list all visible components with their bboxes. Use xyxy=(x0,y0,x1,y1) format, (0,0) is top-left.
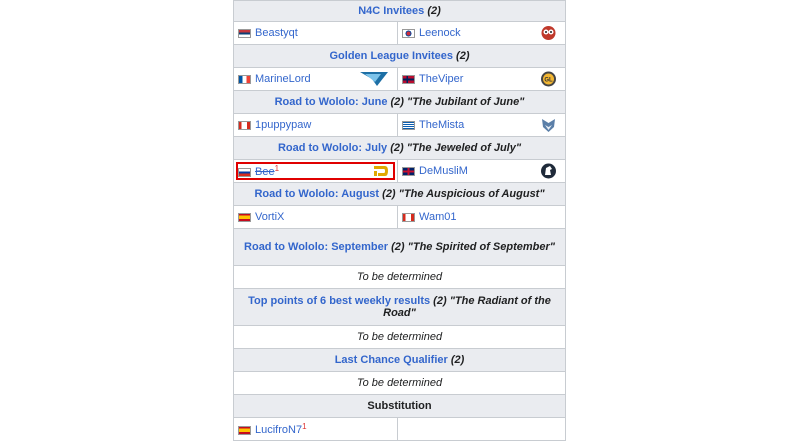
section-header-top-points: Top points of 6 best weekly results (2) "The Radiant of the Road" xyxy=(234,289,566,326)
horse-team-logo-icon xyxy=(540,163,557,179)
owl-team-logo-icon xyxy=(540,25,557,41)
player-link-wam01[interactable]: Wam01 xyxy=(419,211,457,224)
player-link-marinelord[interactable]: MarineLord xyxy=(255,73,311,86)
uk-flag-icon xyxy=(402,167,415,176)
top-points-link[interactable]: Top points of 6 best weekly results xyxy=(248,295,431,307)
participants-table xyxy=(233,0,566,441)
section-header-june: Road to Wololo: June (2) "The Jubilant of June" xyxy=(234,91,566,114)
player-cell xyxy=(398,22,566,45)
russia-flag-icon xyxy=(238,168,251,177)
serbia-flag-icon xyxy=(238,29,251,38)
player-link-leenock[interactable]: Leenock xyxy=(419,27,461,40)
august-link[interactable]: Road to Wololo: August xyxy=(254,188,380,200)
gold-team-logo-icon xyxy=(372,163,389,179)
section-header-september: Road to Wololo: September (2) "The Spirited of September" xyxy=(234,229,566,266)
tbd-cell: To be determined xyxy=(234,266,566,289)
golden-league-link[interactable]: Golden League Invitees xyxy=(329,50,453,62)
july-link[interactable]: Road to Wololo: July xyxy=(277,142,388,154)
player-cell xyxy=(398,68,566,91)
spain-flag-icon xyxy=(238,213,251,222)
wolf-team-logo-icon xyxy=(540,117,557,133)
section-header-july: Road to Wololo: July (2) "The Jeweled of July" xyxy=(234,137,566,160)
player-link-theviper[interactable]: TheViper xyxy=(419,73,464,86)
player-cell xyxy=(398,160,566,183)
player-cell xyxy=(398,206,566,229)
gl-team-logo-icon xyxy=(540,71,557,87)
section-header-substitution xyxy=(234,395,566,418)
section-header-august: Road to Wololo: August (2) "The Auspicious of August" xyxy=(234,183,566,206)
june-link[interactable]: Road to Wololo: June xyxy=(274,96,388,108)
section-header-lcq: Last Chance Qualifier (2) xyxy=(234,349,566,372)
invitees-panel xyxy=(233,0,565,441)
player-link-vortix[interactable]: VortiX xyxy=(255,211,285,224)
september-link[interactable]: Road to Wololo: September xyxy=(244,241,389,253)
player-link-beastyqt[interactable]: Beastyqt xyxy=(255,27,298,40)
player-cell xyxy=(234,418,398,441)
player-cell xyxy=(398,114,566,137)
player-cell xyxy=(234,68,398,91)
section-header-n4c: N4C Invitees (2) xyxy=(234,1,566,22)
south-korea-flag-icon xyxy=(402,29,415,38)
player-cell xyxy=(234,22,398,45)
player-cell-highlighted xyxy=(234,160,398,183)
n4c-link[interactable]: N4C Invitees xyxy=(358,5,425,17)
canada-flag-icon xyxy=(402,213,415,222)
lcq-link[interactable]: Last Chance Qualifier xyxy=(334,354,448,366)
player-cell xyxy=(234,206,398,229)
spain-flag-icon xyxy=(238,426,251,435)
canada-flag-icon xyxy=(238,121,251,130)
greece-flag-icon xyxy=(402,121,415,130)
player-link-demuslim[interactable]: DeMusliM xyxy=(419,165,468,178)
wing-team-logo-icon xyxy=(359,70,389,88)
footnote-ref[interactable]: 1 xyxy=(274,163,280,173)
empty-cell xyxy=(398,418,566,441)
player-link-1puppypaw[interactable]: 1puppypaw xyxy=(255,119,312,132)
tbd-cell: To be determined xyxy=(234,326,566,349)
player-link-themista[interactable]: TheMista xyxy=(419,119,465,132)
player-cell xyxy=(234,114,398,137)
norway-flag-icon xyxy=(402,75,415,84)
svg-text:GL: GL xyxy=(544,77,553,84)
france-flag-icon xyxy=(238,75,251,84)
section-header-golden-league: Golden League Invitees (2) xyxy=(234,45,566,68)
player-link-lucifron7[interactable]: LucifroN7 xyxy=(255,424,303,437)
tbd-cell: To be determined xyxy=(234,372,566,395)
footnote-ref[interactable]: 1 xyxy=(302,421,307,431)
substitution-title: Substitution xyxy=(367,400,432,412)
player-link-bee[interactable]: Bee xyxy=(255,166,275,179)
